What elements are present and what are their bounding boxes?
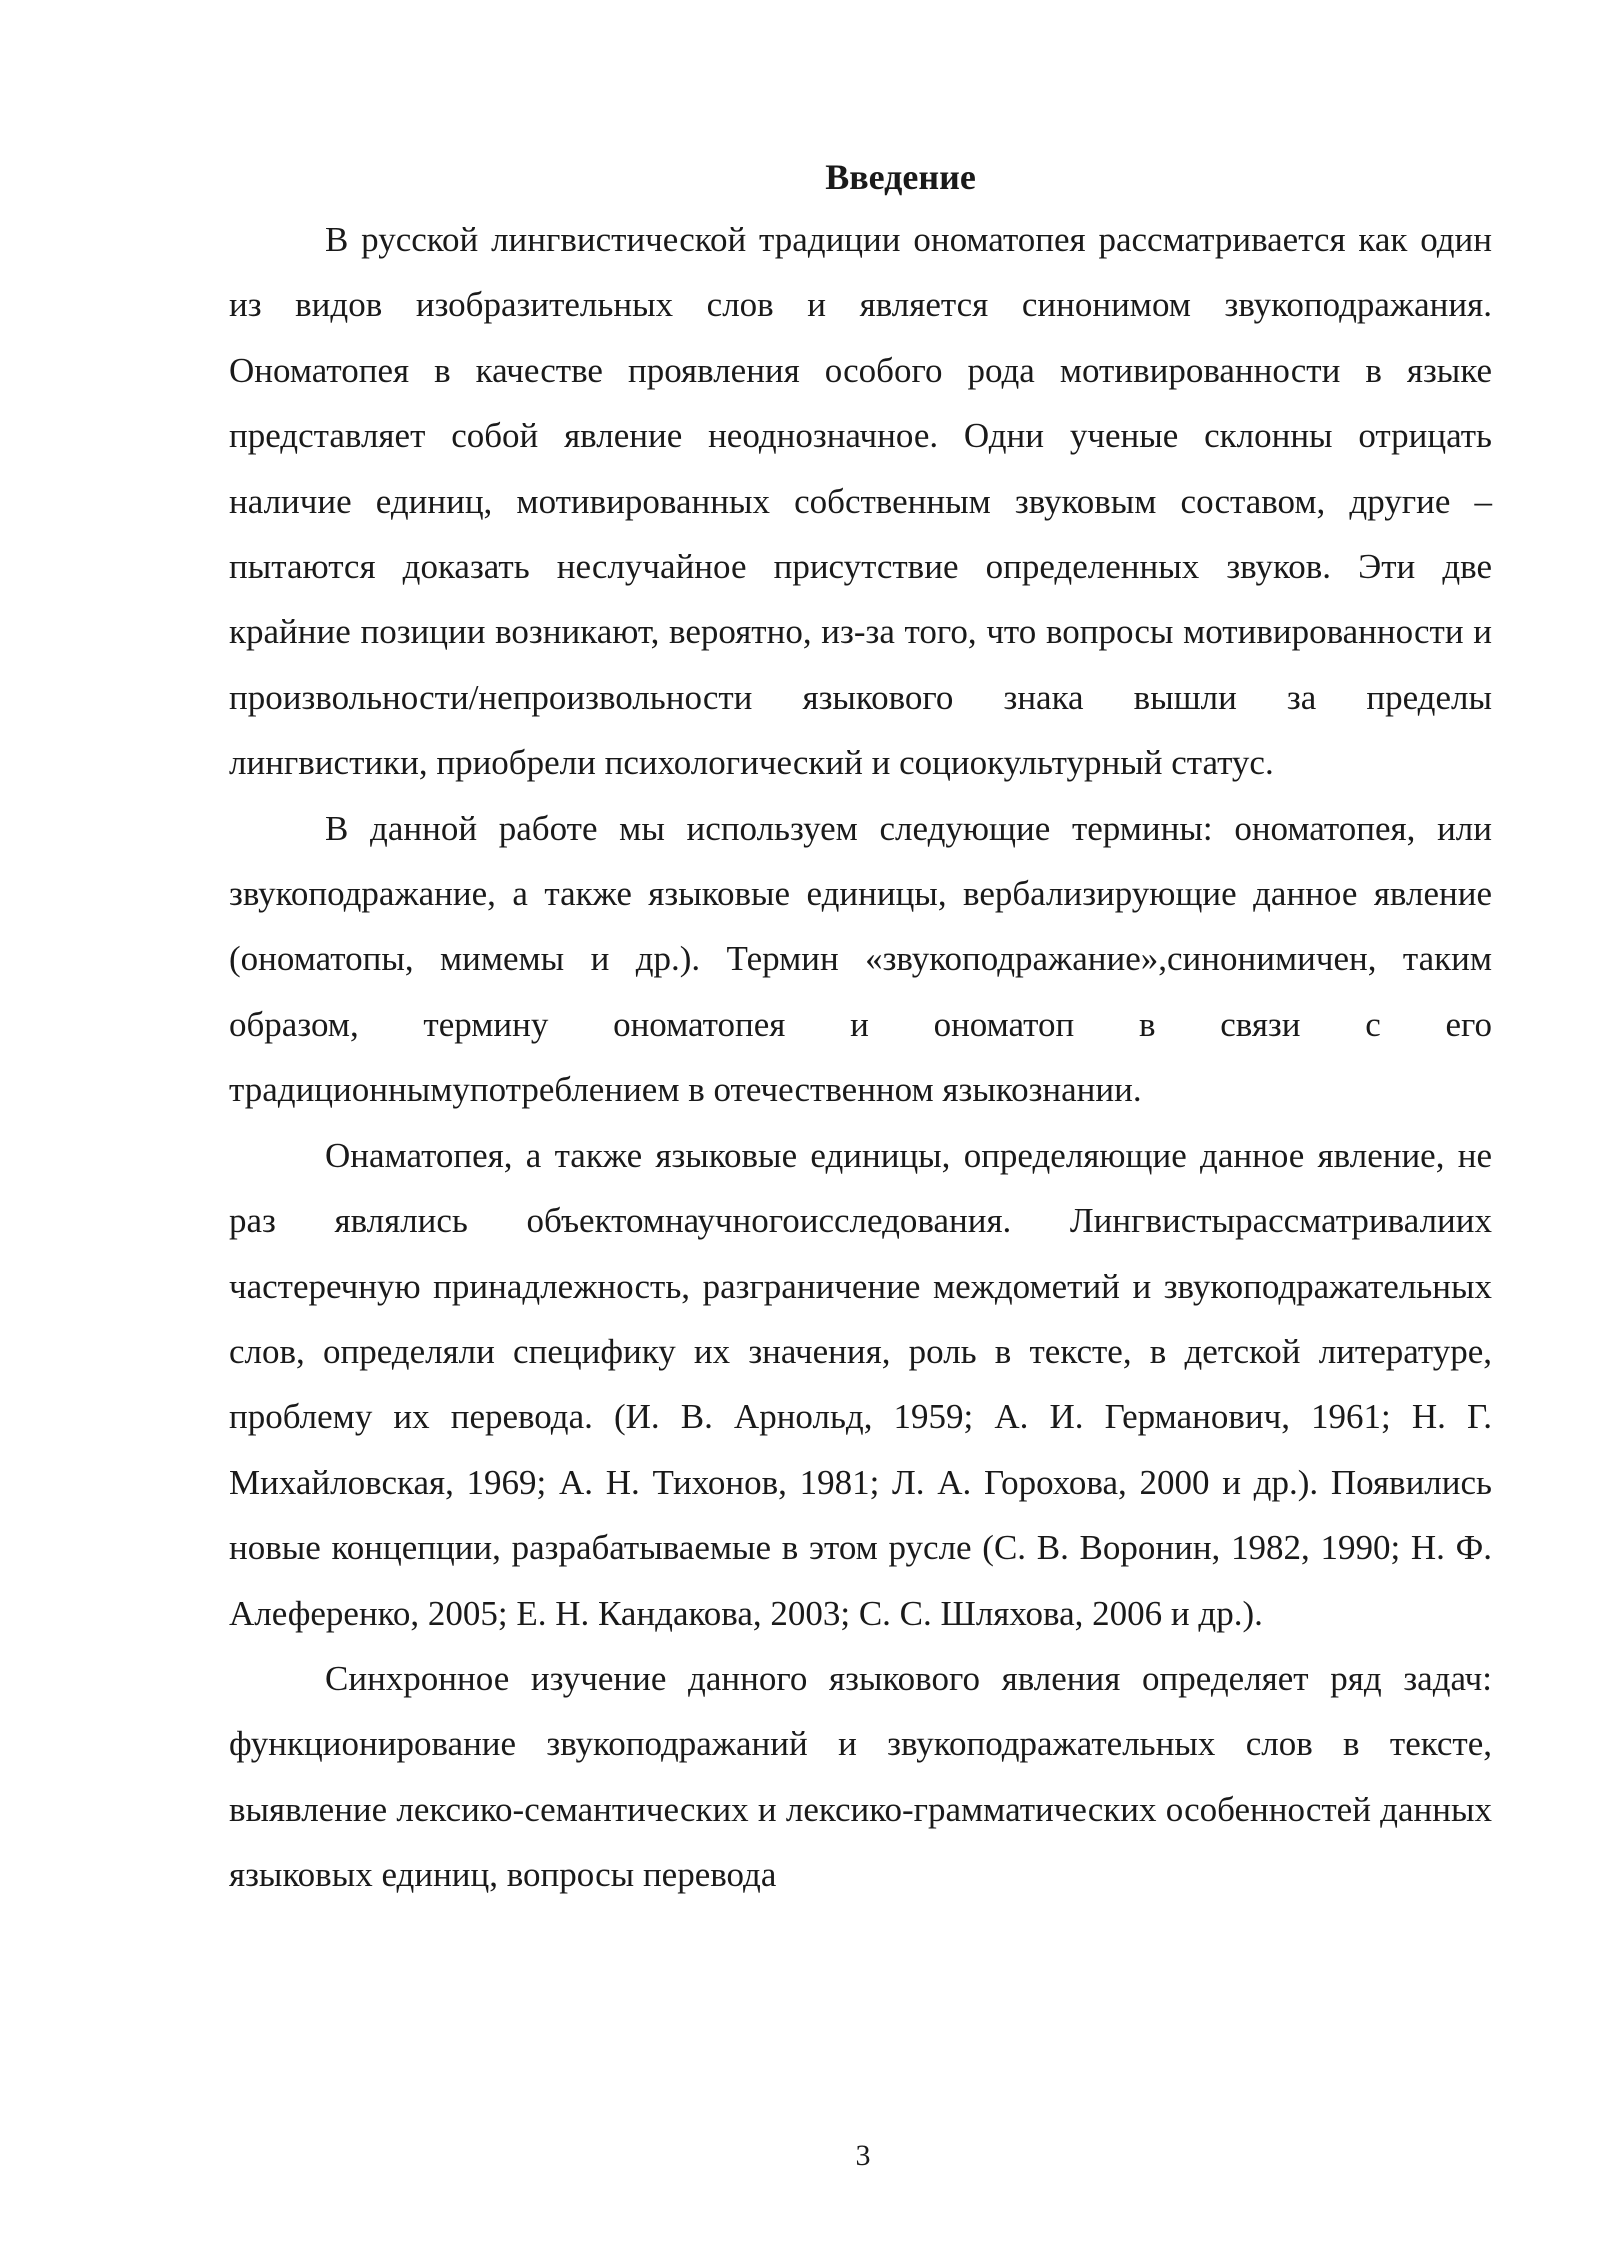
page-content bbox=[229, 147, 1492, 1908]
paragraph-research-history: Онаматопея, а также языковые единицы, определяющие данное явление, не раз являлись объектомнаучногоисследования. Лингвистырассматривалиих частеречную принадлежность, разграничение междометий и звукоподражательных слов, определяли специфику их значения, роль в тексте, в детской литературе, проблему их перевода. (И. В. Арнольд, 1959; А. И. Германович, 1961; Н. Г. Михайловская, 1969; А. Н. Тихонов, 1981; Л. А. Горохова, 2000 и др.). Появились новые концепции, разрабатываемые в этом русле (С. В. Воронин, 1982, 1990; Н. Ф. Алеференко, 2005; Е. Н. Кандакова, 2003; С. С. Шляхова, 2006 и др.). bbox=[229, 1135, 1492, 1633]
paragraph-synchronic-study: Синхронное изучение данного языкового явления определяет ряд задач: функционирование звукоподражаний и звукоподражательных слов в тексте, выявление лексико-семантических и лексико-грамматических особенностей данных языковых единиц, вопросы перевода bbox=[229, 1658, 1492, 1895]
paragraph-terminology: В данной работе мы используем следующие термины: ономатопея, или звукоподражание, а также языковые единицы, вербализирующие данное явление (ономатопы, мимемы и др.). Термин «звукоподражание»,синонимичен, таким образом, термину ономатопея и ономатоп в связи с его традиционнымупотреблением в отечественном языкознании. bbox=[229, 808, 1492, 1110]
paragraph-onomatopoeia-tradition: В русской лингвистической традиции ономатопея рассматривается как один из видов изобразительных слов и является синонимом звукоподражания. Ономатопея в качестве проявления особого рода мотивированности в языке представляет собой явление неоднозначное. Одни ученые склонны отрицать наличие единиц, мотивированных собственным звуковым составом, другие – пытаются доказать неслучайное присутствие определенных звуков. Эти две крайние позиции возникают, вероятно, из-за того, что вопросы мотивированности и произвольности/непроизвольности языкового знака вышли за пределы лингвистики, приобрели психологический и социокультурный статус. bbox=[229, 220, 1492, 783]
page-number: 3 bbox=[855, 2139, 871, 2172]
section-title: Введение bbox=[825, 157, 976, 197]
